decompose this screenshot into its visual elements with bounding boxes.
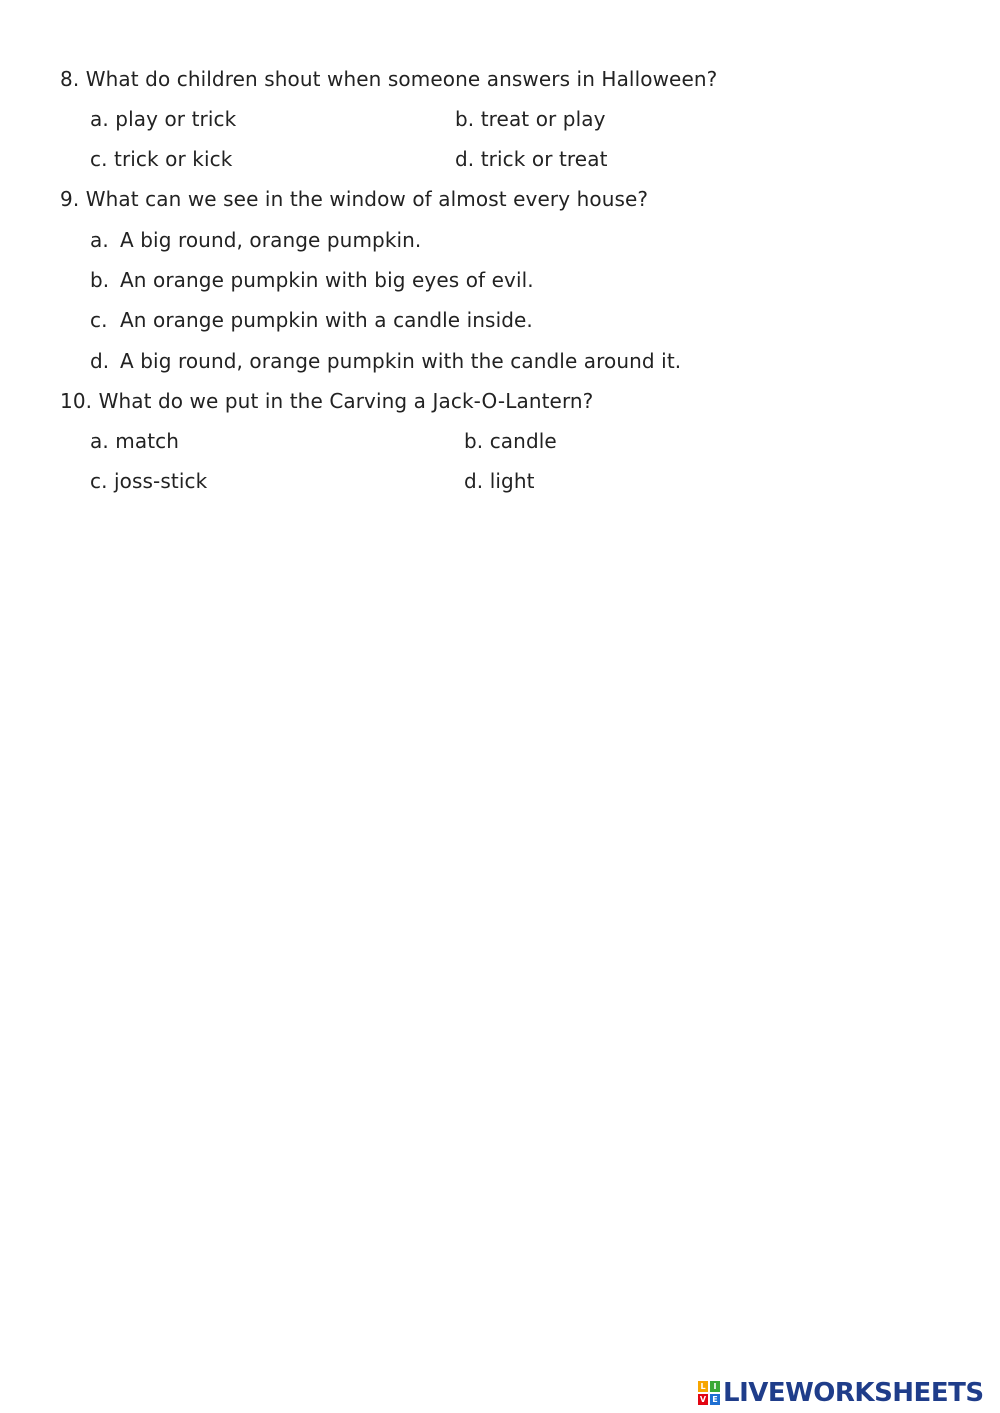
option-letter: c.: [90, 308, 108, 332]
question-10-text: 10. What do we put in the Carving a Jack-O-Lantern?: [60, 389, 594, 413]
question-10-option-b[interactable]: b. candle: [464, 429, 557, 453]
question-8-option-a[interactable]: a. play or trick: [90, 107, 237, 131]
question-8-option-d[interactable]: d. trick or treat: [455, 147, 608, 171]
question-9-option-a[interactable]: [90, 228, 421, 252]
option-letter: d.: [90, 349, 110, 373]
question-10-option-a[interactable]: a. match: [90, 429, 180, 453]
logo-tile-v: V: [699, 1395, 707, 1404]
question-8-option-b[interactable]: b. treat or play: [455, 107, 606, 131]
logo-text: LIVEWORKSHEETS: [723, 1378, 984, 1408]
option-text: An orange pumpkin with a candle inside.: [120, 308, 533, 332]
logo-tile-e: E: [710, 1394, 720, 1405]
question-9-text: 9. What can we see in the window of almost every house?: [60, 187, 649, 211]
logo-tile-i: I: [710, 1381, 720, 1392]
option-letter: a.: [90, 228, 109, 252]
option-text: A big round, orange pumpkin with the candle around it.: [120, 349, 682, 373]
option-text: A big round, orange pumpkin.: [120, 228, 422, 252]
question-9-option-d[interactable]: [90, 349, 681, 373]
question-10-option-d[interactable]: d. light: [464, 469, 535, 493]
option-text: An orange pumpkin with big eyes of evil.: [120, 268, 534, 292]
question-9-option-c[interactable]: [90, 308, 533, 332]
question-8-option-c[interactable]: c. trick or kick: [90, 147, 233, 171]
logo-icon: [698, 1381, 720, 1405]
logo-tile-l: L: [698, 1381, 708, 1392]
question-8-text: 8. What do children shout when someone answers in Halloween?: [60, 67, 718, 91]
question-9-option-b[interactable]: [90, 268, 534, 292]
option-letter: b.: [90, 268, 110, 292]
question-10-option-c[interactable]: c. joss-stick: [90, 469, 208, 493]
liveworksheets-logo: [698, 1378, 984, 1408]
